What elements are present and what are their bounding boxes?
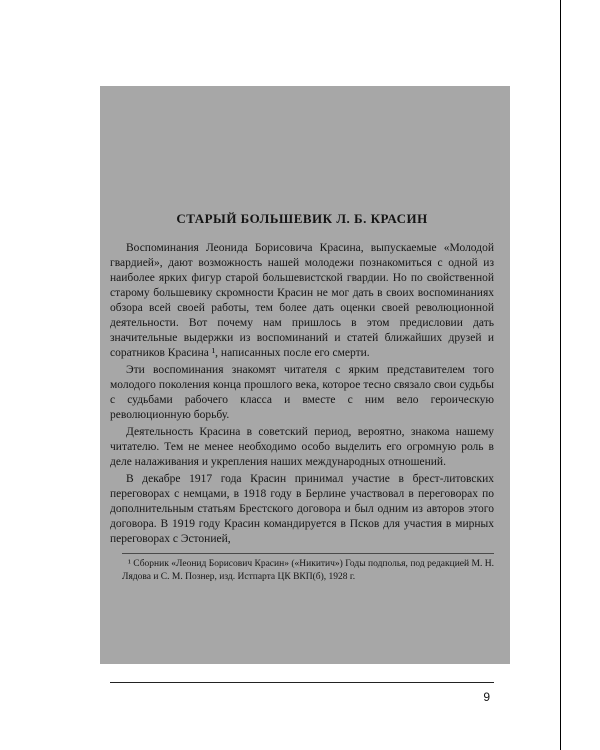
paragraph: Воспоминания Леонида Борисовича Красина, выпускаемые «Молодой гвардией», дают возможность нашей молодежи познакомиться с одной из наиболее ярких фигур старой большевистской гвардии. Но по свойственной старому большевику скромности Красин не мог дать в своих воспоминаниях обзора всей своей работы, тем более дать оценки своей революционной деятельности. Вот почему нам пришлось в этом предисловии дать значительные выдержки из воспоминаний и статей ближайших друзей и соратников Красина ¹, написанных после его смерти. [110, 242, 494, 359]
body-text [110, 241, 494, 547]
page-number: 9 [483, 690, 490, 704]
paragraph: В декабре 1917 года Красин принимал участие в брест-литовских переговорах с немцами, в 1918 году в Берлине участвовал в переговорах по дополнительным статьям Брестского договора и был одним из авторов этого договора. В 1919 году Красин командируется в Псков для участия в мирных переговорах с Эстонией, [110, 473, 494, 545]
paragraph: Деятельность Красина в советский период, вероятно, знакома нашему читателю. Тем не менее необходимо особо выделить его огромную роль в деле налаживания и укрепления наших международных отношений. [110, 426, 494, 468]
paragraph: Эти воспоминания знакомят читателя с ярким представителем того молодого поколения конца прошлого века, которое тесно связало свои судьбы с судьбами рабочего класса и вместе с ним вело героическую революционную борьбу. [110, 364, 494, 421]
page-text-block [110, 211, 494, 584]
page-title: СТАРЫЙ БОЛЬШЕВИК Л. Б. КРАСИН [176, 211, 428, 226]
page-edge-line [560, 0, 561, 750]
footnote: ¹ Сборник «Леонид Борисович Красин» («Никитич») Годы подполья, под редакцией М. Н. Лядова и С. М. Познер, изд. Истпарта ЦК ВКП(б), 1928 г. [122, 559, 494, 582]
footnote-divider [122, 553, 494, 554]
bottom-rule [110, 682, 494, 683]
